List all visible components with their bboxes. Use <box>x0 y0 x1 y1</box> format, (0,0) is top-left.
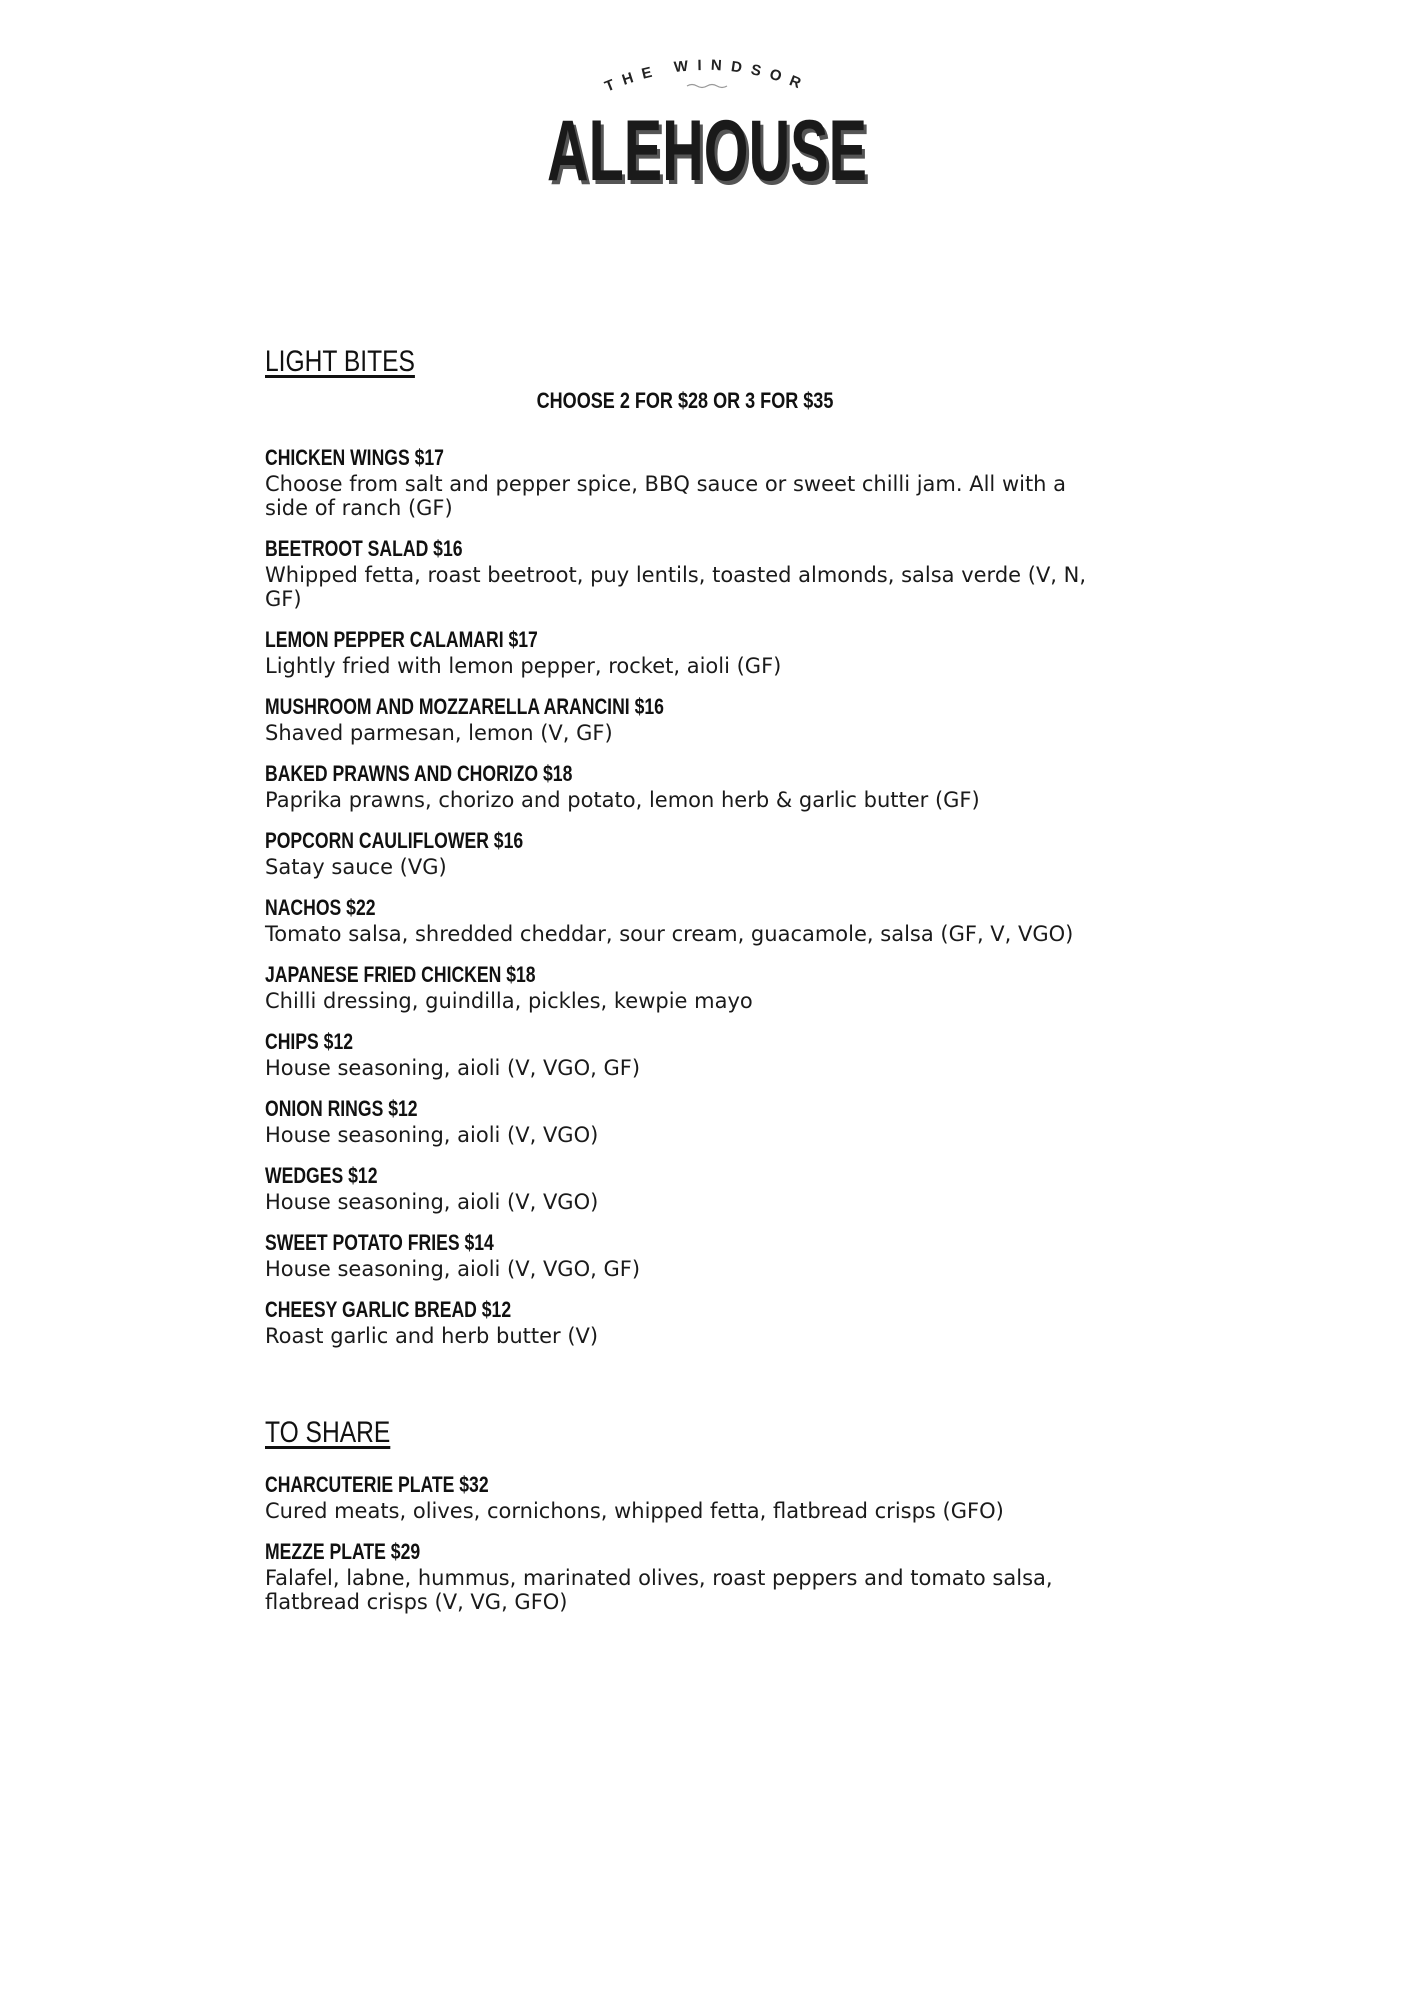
section-title-to-share: TO SHARE <box>265 1416 391 1449</box>
section-title-light-bites: LIGHT BITES <box>265 345 415 378</box>
logo-graphic <box>507 40 907 200</box>
menu-item-description: Whipped fetta, roast beetroot, puy lentils, toasted almonds, salsa verde (V, N, GF) <box>265 563 1087 611</box>
logo-name: ALEHOUSE <box>547 103 867 199</box>
menu-item-description: Choose from salt and pepper spice, BBQ sauce or sweet chilli jam. All with a side of ranch (GF) <box>265 472 1067 520</box>
menu-item-title: LEMON PEPPER CALAMARI $17 <box>265 627 538 652</box>
menu-item-description: Cured meats, olives, cornichons, whipped fetta, flatbread crisps (GFO) <box>265 1499 1004 1523</box>
menu-item-description: Chilli dressing, guindilla, pickles, kewpie mayo <box>265 989 753 1013</box>
alehouse-logo <box>0 40 1414 200</box>
menu-item <box>265 693 1105 745</box>
menu-item-description: Lightly fried with lemon pepper, rocket, aioli (GF) <box>265 654 782 678</box>
menu-item <box>265 827 1105 879</box>
menu-item-description: Falafel, labne, hummus, marinated olives, roast peppers and tomato salsa, flatbread crisps (V, VG, GFO) <box>265 1566 1053 1614</box>
menu-item-description: House seasoning, aioli (V, VGO, GF) <box>265 1257 641 1281</box>
menu-item-title: CHICKEN WINGS $17 <box>265 445 444 470</box>
logo-wave-ornament <box>687 85 727 88</box>
menu-item <box>265 1028 1105 1080</box>
menu-content <box>265 340 1105 1629</box>
menu-item <box>265 1296 1105 1348</box>
to-share-list <box>265 1471 1105 1614</box>
menu-item-title: NACHOS $22 <box>265 895 376 920</box>
menu-item <box>265 626 1105 678</box>
menu-item <box>265 1538 1105 1614</box>
menu-item <box>265 535 1105 611</box>
menu-item-title: SWEET POTATO FRIES $14 <box>265 1230 494 1255</box>
menu-item-title: MEZZE PLATE $29 <box>265 1539 421 1564</box>
menu-item <box>265 961 1105 1013</box>
menu-item <box>265 1471 1105 1523</box>
menu-item-description: Shaved parmesan, lemon (V, GF) <box>265 721 613 745</box>
menu-item-title: WEDGES $12 <box>265 1163 378 1188</box>
menu-item <box>265 1229 1105 1281</box>
menu-item-description: House seasoning, aioli (V, VGO, GF) <box>265 1056 641 1080</box>
menu-item-title: CHEESY GARLIC BREAD $12 <box>265 1297 512 1322</box>
menu-item <box>265 894 1105 946</box>
section-light-bites <box>265 340 1105 1348</box>
menu-item-title: BAKED PRAWNS AND CHORIZO $18 <box>265 761 573 786</box>
menu-item-title: BEETROOT SALAD $16 <box>265 536 463 561</box>
light-bites-deal: CHOOSE 2 FOR $28 OR 3 FOR $35 <box>536 388 834 413</box>
menu-item-title: ONION RINGS $12 <box>265 1096 418 1121</box>
menu-item-description: House seasoning, aioli (V, VGO) <box>265 1123 599 1147</box>
menu-item <box>265 1095 1105 1147</box>
menu-item-title: CHARCUTERIE PLATE $32 <box>265 1472 489 1497</box>
menu-item-description: Satay sauce (VG) <box>265 855 447 879</box>
menu-item-description: Paprika prawns, chorizo and potato, lemon herb & garlic butter (GF) <box>265 788 980 812</box>
logo-top-text: THE WINDSOR <box>602 56 812 96</box>
menu-item-description: House seasoning, aioli (V, VGO) <box>265 1190 599 1214</box>
section-to-share <box>265 1411 1105 1614</box>
menu-item-title: POPCORN CAULIFLOWER $16 <box>265 828 524 853</box>
menu-item <box>265 760 1105 812</box>
menu-item <box>265 444 1105 520</box>
light-bites-list <box>265 444 1105 1348</box>
menu-item-description: Roast garlic and herb butter (V) <box>265 1324 599 1348</box>
menu-item-description: Tomato salsa, shredded cheddar, sour cream, guacamole, salsa (GF, V, VGO) <box>265 922 1074 946</box>
menu-item <box>265 1162 1105 1214</box>
logo-name-shadow: ALEHOUSE <box>550 107 870 200</box>
menu-item-title: CHIPS $12 <box>265 1029 354 1054</box>
menu-item-title: MUSHROOM AND MOZZARELLA ARANCINI $16 <box>265 694 664 719</box>
menu-item-title: JAPANESE FRIED CHICKEN $18 <box>265 962 536 987</box>
